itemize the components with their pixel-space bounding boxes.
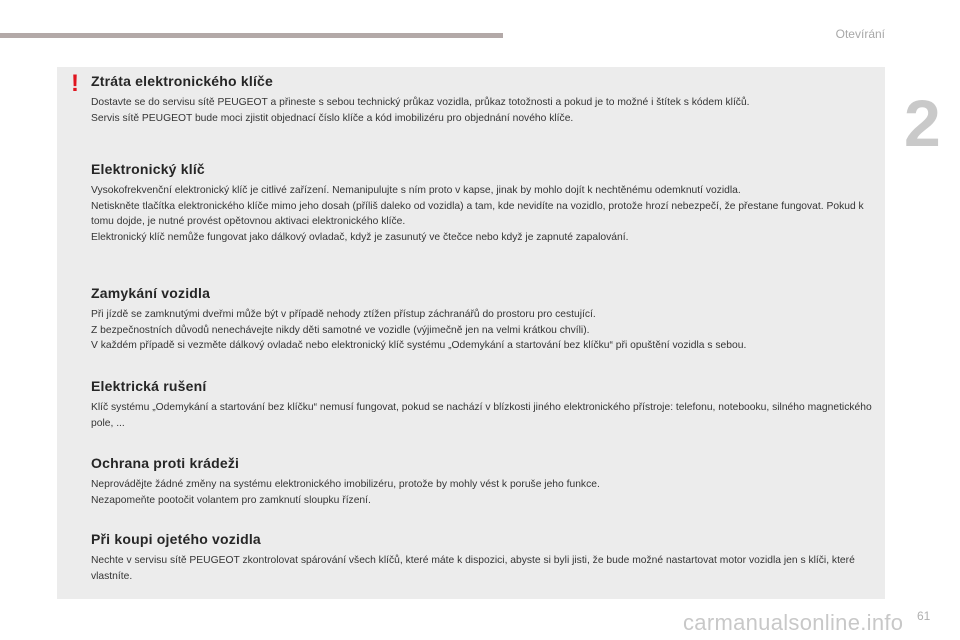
section-title: Ochrana proti krádeži	[91, 455, 240, 471]
section-line: Při jízdě se zamknutými dveřmi může být v případě nehody ztížen přístup záchranářů do prostoru pro cestující.	[91, 309, 596, 320]
section-title: Při koupi ojetého vozidla	[91, 531, 261, 547]
section-pri-koupi-ojeteho-vozidla	[91, 531, 881, 584]
section-zamykani-vozidla	[91, 285, 881, 354]
section-title: Elektronický klíč	[91, 161, 205, 177]
section-line: Nezapomeňte pootočit volantem pro zamknutí sloupku řízení.	[91, 494, 371, 506]
warning-section	[91, 73, 881, 126]
header-rule	[0, 33, 503, 38]
section-line: Elektronický klíč nemůže fungovat jako dálkový ovladač, když je zasunutý ve čtečce nebo když je zapnuté zapalování.	[91, 231, 629, 243]
warning-line: Servis sítě PEUGEOT bude moci zjistit objednací číslo klíče a kód imobilizéru pro objednání nového klíče.	[91, 112, 574, 124]
page-header-title: Otevírání	[835, 27, 885, 41]
page-number: 61	[917, 609, 931, 623]
section-title: Elektrická rušení	[91, 378, 207, 394]
section-ochrana-proti-kradezi	[91, 455, 881, 508]
section-line: V každém případě si vezměte dálkový ovladač nebo elektronický klíč systému „Odemykání a startování bez klíčku“ při opuštění vozidla s sebou.	[91, 340, 747, 351]
watermark: carmanualsonline.info	[683, 610, 904, 635]
warning-line: Dostavte se do servisu sítě PEUGEOT a přineste s sebou technický průkaz vozidla, průkaz totožnosti a pokud je to možné i štítek s kódem klíčů.	[91, 97, 750, 108]
exclamation-icon: !	[71, 70, 79, 97]
section-elektronicky-klic	[91, 161, 881, 245]
section-line: Klíč systému „Odemykání a startování bez klíčku“ nemusí fungovat, pokud se nachází v blízkosti jiného elektronického přístroje: telefonu, notebooku, silného magnetického pole, ...	[91, 402, 872, 429]
section-line: Nechte v servisu sítě PEUGEOT zkontrolovat spárování všech klíčů, které máte k dispozici, abyste si byli jisti, že bude možné nastartovat motor vozidla jen s klíči, které vlastníte.	[91, 555, 855, 582]
section-line: Neprovádějte žádné změny na systému elektronického imobilizéru, protože by mohly vést k poruše jeho funkce.	[91, 479, 600, 490]
warning-title: Ztráta elektronického klíče	[91, 73, 274, 89]
section-line: Netiskněte tlačítka elektronického klíče mimo jeho dosah (příliš daleko od vozidla) a tam, kde nevidíte na vozidlo, protože hrozí nebezpečí, že přestane fungovat. Pokud k tomu dojde, je nutné provést opětovnou aktivaci elektronického klíče.	[91, 200, 864, 227]
section-line: Vysokofrekvenční elektronický klíč je citlivé zařízení. Nemanipulujte s ním proto v kapse, jinak by mohlo dojít k nechtěnému odemknutí vozidla.	[91, 185, 741, 196]
section-line: Z bezpečnostních důvodů nenechávejte nikdy děti samotné ve vozidle (výjimečně jen na velmi krátkou chvíli).	[91, 324, 590, 336]
section-title: Zamykání vozidla	[91, 285, 211, 301]
chapter-number: 2	[904, 86, 941, 160]
section-elektricka-ruseni	[91, 378, 881, 431]
